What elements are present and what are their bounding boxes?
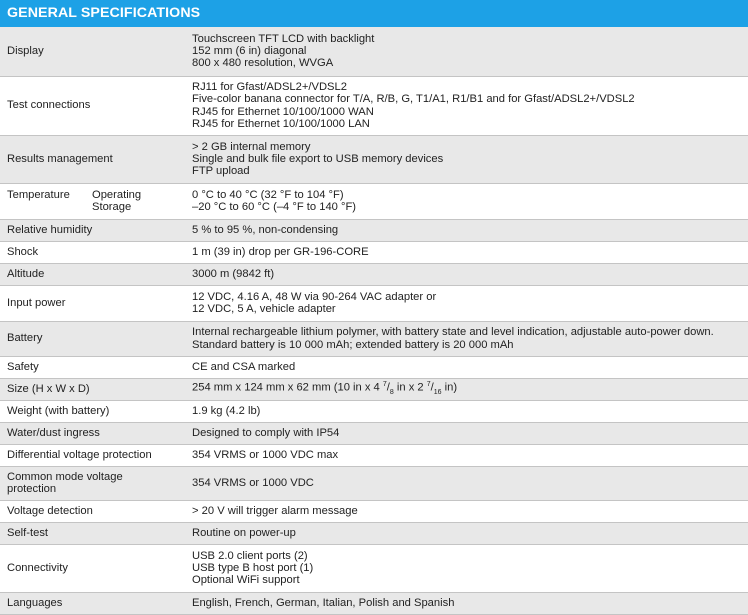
value-line: –20 °C to 60 °C (–4 °F to 140 °F) [192, 201, 357, 213]
spec-label: Connectivity [0, 544, 181, 592]
spec-label: Altitude [0, 263, 181, 285]
spec-row-temperature [0, 183, 748, 219]
spec-table [0, 27, 748, 615]
spec-value: 1.9 kg (4.2 lb) [181, 400, 748, 422]
spec-row-relative-humidity [0, 219, 748, 241]
spec-row-languages [0, 592, 748, 614]
spec-label: Safety [0, 356, 181, 378]
spec-value: English, French, German, Italian, Polish and Spanish [181, 592, 748, 614]
value-line: RJ11 for Gfast/ADSL2+/VDSL2 [192, 81, 347, 94]
value-line: 12 VDC, 4.16 A, 48 W via 90-264 VAC adapter or [192, 290, 437, 303]
spec-label: Input power [0, 285, 181, 321]
spec-row-battery [0, 321, 748, 356]
storage-sublabel: Storage [92, 201, 132, 213]
value-line: RJ45 for Ethernet 10/100/1000 LAN [192, 117, 370, 130]
spec-value [181, 321, 748, 356]
fraction-denominator: 16 [433, 388, 442, 396]
value-line: USB 2.0 client ports (2) [192, 549, 308, 562]
spec-value [181, 544, 748, 592]
spec-label: Water/dust ingress [0, 422, 181, 444]
spec-row-input-power [0, 285, 748, 321]
label-line: Common mode voltage [7, 470, 123, 483]
spec-row-results-management [0, 135, 748, 183]
spec-label: Test connections [0, 76, 181, 135]
value-line: Single and bulk file export to USB memory devices [192, 152, 444, 165]
value-line: 152 mm (6 in) diagonal [192, 45, 307, 58]
operating-sublabel: Operating [92, 188, 142, 201]
spec-value [181, 27, 748, 76]
value-line: > 2 GB internal memory [192, 140, 311, 153]
spec-value: 254 mm x 124 mm x 62 mm (10 in x 4 $^7/_8$ in x 2 $^7/_{16}$ in) [181, 378, 748, 400]
spec-label: Languages [0, 592, 181, 614]
value-line: Standard battery is 10 000 mAh; extended battery is 20 000 mAh [192, 338, 514, 351]
spec-row-connectivity [0, 544, 748, 592]
size-mid: in x 2 [393, 381, 427, 394]
spec-row-display [0, 27, 748, 76]
spec-value [181, 76, 748, 135]
spec-label: Weight (with battery) [0, 400, 181, 422]
spec-value: Routine on power-up [181, 522, 748, 544]
spec-row-common-mode-voltage-protection [0, 466, 748, 500]
spec-label: Display [0, 27, 181, 76]
fraction-denominator: 8 [389, 388, 394, 396]
label-line: protection [7, 483, 57, 495]
spec-value: 5 % to 95 %, non-condensing [181, 219, 748, 241]
value-line: RJ45 for Ethernet 10/100/1000 WAN [192, 105, 374, 118]
spec-value: Designed to comply with IP54 [181, 422, 748, 444]
value-line: Touchscreen TFT LCD with backlight [192, 32, 375, 45]
value-line: 800 x 480 resolution, WVGA [192, 57, 334, 70]
spec-label: Differential voltage protection [0, 444, 181, 466]
temperature-label: Temperature [7, 188, 70, 201]
spec-label: Voltage detection [0, 500, 181, 522]
size-prefix: 254 mm x 124 mm x 62 mm (10 in x 4 [192, 381, 383, 394]
spec-value: 354 VRMS or 1000 VDC [181, 466, 748, 500]
spec-value: 354 VRMS or 1000 VDC max [181, 444, 748, 466]
spec-value: CE and CSA marked [181, 356, 748, 378]
spec-label: Relative humidity [0, 219, 181, 241]
value-line: USB type B host port (1) [192, 561, 314, 574]
spec-label: Self-test [0, 522, 181, 544]
fraction-numerator: 7 [382, 380, 387, 388]
spec-row-test-connections [0, 76, 748, 135]
spec-row-water-dust-ingress [0, 422, 748, 444]
spec-section-title: GENERAL SPECIFICATIONS [0, 0, 748, 27]
value-line: Five-color banana connector for T/A, R/B, G, T1/A1, R1/B1 and for Gfast/ADSL2+/VDSL2 [192, 93, 635, 106]
spec-row-shock [0, 241, 748, 263]
spec-value [181, 135, 748, 183]
value-line: 0 °C to 40 °C (32 °F to 104 °F) [192, 188, 344, 201]
spec-label: Battery [0, 321, 181, 356]
spec-label [0, 466, 181, 500]
spec-row-size [0, 378, 748, 400]
spec-value: 1 m (39 in) drop per GR-196-CORE [181, 241, 748, 263]
spec-value: 3000 m (9842 ft) [181, 263, 748, 285]
spec-value [181, 183, 748, 219]
spec-label [0, 183, 181, 219]
spec-label: Results management [0, 135, 181, 183]
spec-row-voltage-detection [0, 500, 748, 522]
spec-value [181, 285, 748, 321]
value-line: Internal rechargeable lithium polymer, with battery state and level indication, adjustable auto-power down. [192, 326, 714, 339]
spec-row-altitude [0, 263, 748, 285]
value-line: Optional WiFi support [192, 574, 300, 587]
spec-row-self-test [0, 522, 748, 544]
spec-label: Size (H x W x D) [0, 378, 181, 400]
spec-value: > 20 V will trigger alarm message [181, 500, 748, 522]
spec-row-safety [0, 356, 748, 378]
fraction-numerator: 7 [426, 380, 431, 388]
spec-row-weight [0, 400, 748, 422]
spec-label: Shock [0, 241, 181, 263]
value-line: FTP upload [192, 165, 250, 178]
spec-row-differential-voltage-protection [0, 444, 748, 466]
size-suffix: in) [441, 381, 458, 394]
value-line: 12 VDC, 5 A, vehicle adapter [192, 303, 336, 315]
